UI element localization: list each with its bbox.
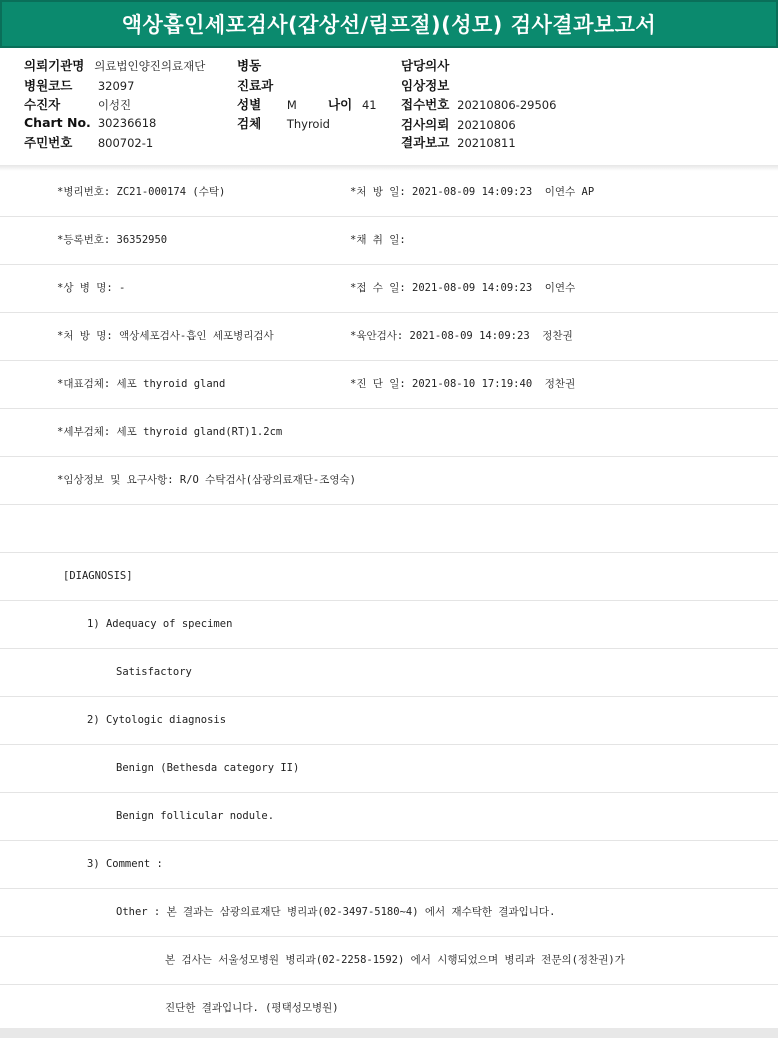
institution-value: 의료법인양진의료재단 bbox=[94, 59, 206, 73]
department-field bbox=[237, 76, 283, 94]
detail-specimen: *세부검체: 세포 thyroid gland(RT)1.2cm bbox=[57, 426, 283, 438]
comment-line-1: Other : 본 결과는 삼광의료재단 병리과(02-3497-5180~4) 에서 재수탁한 결과입니다. bbox=[116, 906, 556, 918]
report-body bbox=[0, 169, 778, 1032]
receipt-no-field bbox=[401, 95, 556, 113]
receipt-date: *접 수 일: 2021-08-09 14:09:23 이연수 bbox=[350, 282, 576, 294]
sex-value: M bbox=[286, 98, 297, 112]
report-row bbox=[0, 361, 778, 409]
report-row bbox=[0, 985, 778, 1032]
clinical-request: *임상정보 및 요구사항: R/O 수탁검사(삼광의료재단-조영숙) bbox=[57, 474, 357, 486]
institution-label: 의뢰기관명 bbox=[24, 58, 85, 73]
report-date-value: 20210811 bbox=[457, 136, 516, 150]
sex-field bbox=[237, 95, 297, 113]
report-date-field bbox=[401, 133, 516, 151]
diagnosis-date: *진 단 일: 2021-08-10 17:19:40 정찬권 bbox=[350, 378, 576, 390]
gross-examination: *육안검사: 2021-08-09 14:09:23 정찬권 bbox=[350, 330, 573, 342]
report-row bbox=[0, 313, 778, 361]
prescription-name: *처 방 명: 액상세포검사-흡인 세포병리검사 bbox=[57, 330, 274, 342]
age-field bbox=[328, 95, 377, 113]
report-row bbox=[0, 601, 778, 649]
receipt-no-label: 접수번호 bbox=[401, 97, 450, 112]
comment-line-3: 진단한 결과입니다. (평택성모병원) bbox=[165, 1002, 339, 1014]
report-date-label: 결과보고 bbox=[401, 135, 450, 150]
age-value: 41 bbox=[361, 98, 377, 112]
report-row bbox=[0, 745, 778, 793]
request-date-value: 20210806 bbox=[457, 118, 516, 132]
hospital-code-field bbox=[24, 76, 134, 94]
report-row bbox=[0, 841, 778, 889]
examinee-field bbox=[24, 95, 131, 113]
cytologic-heading: 2) Cytologic diagnosis bbox=[87, 714, 227, 726]
report-row bbox=[0, 457, 778, 505]
institution-field bbox=[24, 56, 205, 74]
specimen-value: Thyroid bbox=[286, 117, 330, 131]
doctor-field bbox=[401, 56, 459, 74]
report-row bbox=[0, 889, 778, 937]
report-title-bar bbox=[0, 0, 778, 48]
chart-no-field bbox=[24, 115, 156, 130]
patient-info-header bbox=[0, 48, 778, 166]
doctor-label: 담당의사 bbox=[401, 58, 450, 73]
diagnosis-header: [DIAGNOSIS] bbox=[63, 570, 133, 582]
resident-no-field bbox=[24, 133, 153, 151]
request-date-field bbox=[401, 115, 516, 133]
ward-field bbox=[237, 56, 271, 74]
disease-name: *상 병 명: - bbox=[57, 282, 126, 294]
prescription-date: *처 방 일: 2021-08-09 14:09:23 이연수 AP bbox=[350, 186, 595, 198]
main-specimen: *대표검체: 세포 thyroid gland bbox=[57, 378, 226, 390]
report-title: 액상흡인세포검사(갑상선/림프절)(성모) 검사결과보고서 bbox=[121, 13, 657, 37]
sex-label: 성별 bbox=[237, 97, 262, 112]
age-label: 나이 bbox=[328, 97, 353, 112]
report-row bbox=[0, 409, 778, 457]
receipt-no-value: 20210806-29506 bbox=[457, 98, 557, 112]
report-row bbox=[0, 265, 778, 313]
examinee-value: 이성진 bbox=[97, 98, 132, 112]
comment-line-2: 본 검사는 서울성모병원 병리과(02-2258-1592) 에서 시행되었으며 병리과 전문의(정찬권)가 bbox=[165, 954, 625, 966]
specimen-label: 검체 bbox=[237, 116, 262, 131]
chart-no-label: Chart No. bbox=[24, 115, 91, 130]
ward-label: 병동 bbox=[237, 58, 262, 73]
bottom-scroll-area bbox=[0, 1028, 778, 1038]
report-row bbox=[0, 793, 778, 841]
cytologic-finding: Benign follicular nodule. bbox=[116, 810, 275, 822]
cytologic-category: Benign (Bethesda category II) bbox=[116, 762, 300, 774]
report-row bbox=[0, 217, 778, 265]
examinee-label: 수진자 bbox=[24, 97, 61, 112]
hospital-code-value: 32097 bbox=[97, 79, 135, 93]
resident-no-label: 주민번호 bbox=[24, 135, 73, 150]
report-row-blank bbox=[0, 505, 778, 553]
report-row bbox=[0, 937, 778, 985]
registration-number: *등록번호: 36352950 bbox=[57, 234, 168, 246]
report-row bbox=[0, 697, 778, 745]
adequacy-heading: 1) Adequacy of specimen bbox=[87, 618, 233, 630]
collection-date: *채 취 일: bbox=[350, 234, 406, 246]
chart-no-value: 30236618 bbox=[97, 116, 157, 130]
comment-heading: 3) Comment : bbox=[87, 858, 163, 870]
clinical-info-label: 임상정보 bbox=[401, 78, 450, 93]
pathology-number: *병리번호: ZC21-000174 (수탁) bbox=[57, 186, 226, 198]
hospital-code-label: 병원코드 bbox=[24, 78, 73, 93]
report-row bbox=[0, 553, 778, 601]
specimen-field bbox=[237, 114, 330, 132]
clinical-info-field bbox=[401, 76, 459, 94]
request-date-label: 검사의뢰 bbox=[401, 117, 450, 132]
report-row bbox=[0, 649, 778, 697]
resident-no-value: 800702-1 bbox=[97, 136, 154, 150]
adequacy-value: Satisfactory bbox=[116, 666, 192, 678]
department-label: 진료과 bbox=[237, 78, 274, 93]
report-row bbox=[0, 169, 778, 217]
